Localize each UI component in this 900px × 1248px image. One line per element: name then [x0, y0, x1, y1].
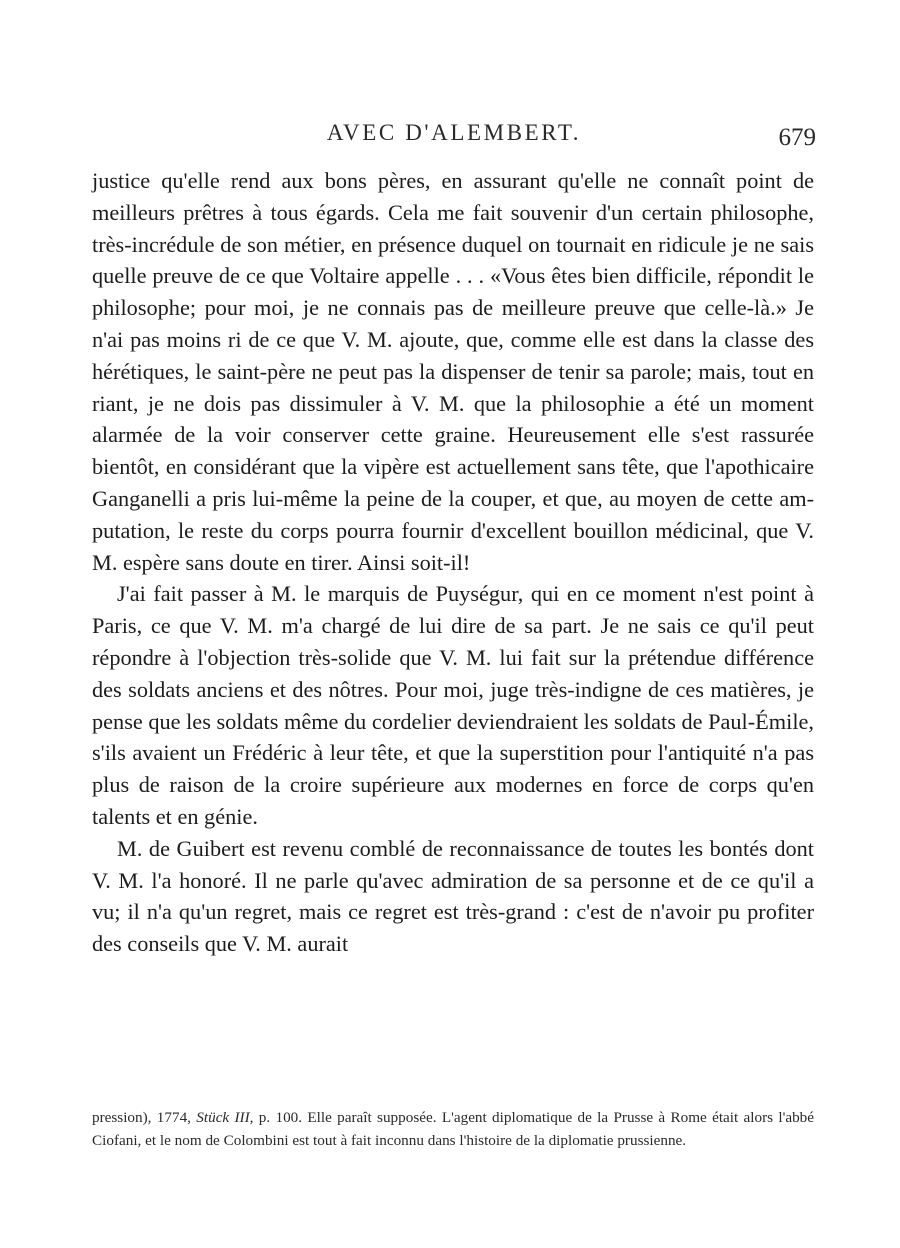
footnote-paragraph — [92, 1106, 814, 1152]
paragraph-2: J'ai fait passer à M. le marquis de Puységur, qui en ce moment n'est point à Paris, ce que V. M. m'a chargé de lui dire de sa part. Je ne sais ce qu'il peut répondre à l'objection très-solide que V. M. lui fait sur la prétendue différence des soldats anciens et des nôtres. Pour moi, juge très-indigne de ces matières, je pense que les soldats même du cordelier deviendraient les soldats de Paul-Émile, s'ils avaient un Frédéric à leur tête, et que la superstition pour l'antiquité n'a pas plus de raison de la croire supérieure aux modernes en force de corps qu'en talents et en génie. — [92, 581, 814, 829]
running-head — [92, 120, 816, 160]
body-text — [92, 165, 814, 960]
running-title: AVEC D'ALEMBERT. — [326, 120, 582, 145]
paragraph-3: M. de Guibert est revenu comblé de reconnaissance de toutes les bontés dont V. M. l'a honoré. Il ne parle qu'avec admiration de sa personne et de ce qu'il a vu; il n'a qu'un regret, mais ce regret est très-grand : c'est de n'avoir pu profiter des conseils que V. M. aurait — [92, 835, 814, 957]
footnote-italic-reference: Stück III, — [196, 1109, 254, 1126]
page-number: 679 — [778, 124, 816, 151]
footnote-text-before: pression), 1774, — [92, 1109, 197, 1126]
footnote-text-after: p. 100. Elle paraît supposée. L'agent diplomatique de la Prusse à Rome était alors l'abbé Ciofani, et le nom de Colombini est tout à fait inconnu dans l'histoire de la diplomatie prussienne. — [92, 1109, 815, 1149]
paragraph-1: justice qu'elle rend aux bons pères, en assurant qu'elle ne connaît point de meilleurs prêtres à tous égards. Cela me fait souvenir d'un certain philosophe, très-incrédule de son métier, en présence duquel on tournait en ridicule je ne sais quelle preuve de ce que Voltaire appelle . . . «Vous êtes bien difficile, répondit le philosophe; pour moi, je ne connais pas de meilleure preuve que celle-là.» Je n'ai pas moins ri de ce que V. M. ajoute, que, comme elle est dans la classe des hérétiques, le saint-père ne peut pas la dispenser de tenir sa parole; mais, tout en riant, je ne dois pas dissimuler à V. M. que la philosophie a été un moment alarmée de la voir conserver cette graine. Heureusement elle s'est rassurée bientôt, en considérant que la vipère est actuellement sans tête, que l'apothicaire Ganganelli a pris lui-même la peine de la couper, et que, au moyen de cette amputation, le reste du corps pourra fournir d'excellent bouillon médicinal, que V. M. espère sans doute en tirer. Ainsi soit-il! — [92, 168, 814, 575]
footnote — [92, 1106, 814, 1152]
